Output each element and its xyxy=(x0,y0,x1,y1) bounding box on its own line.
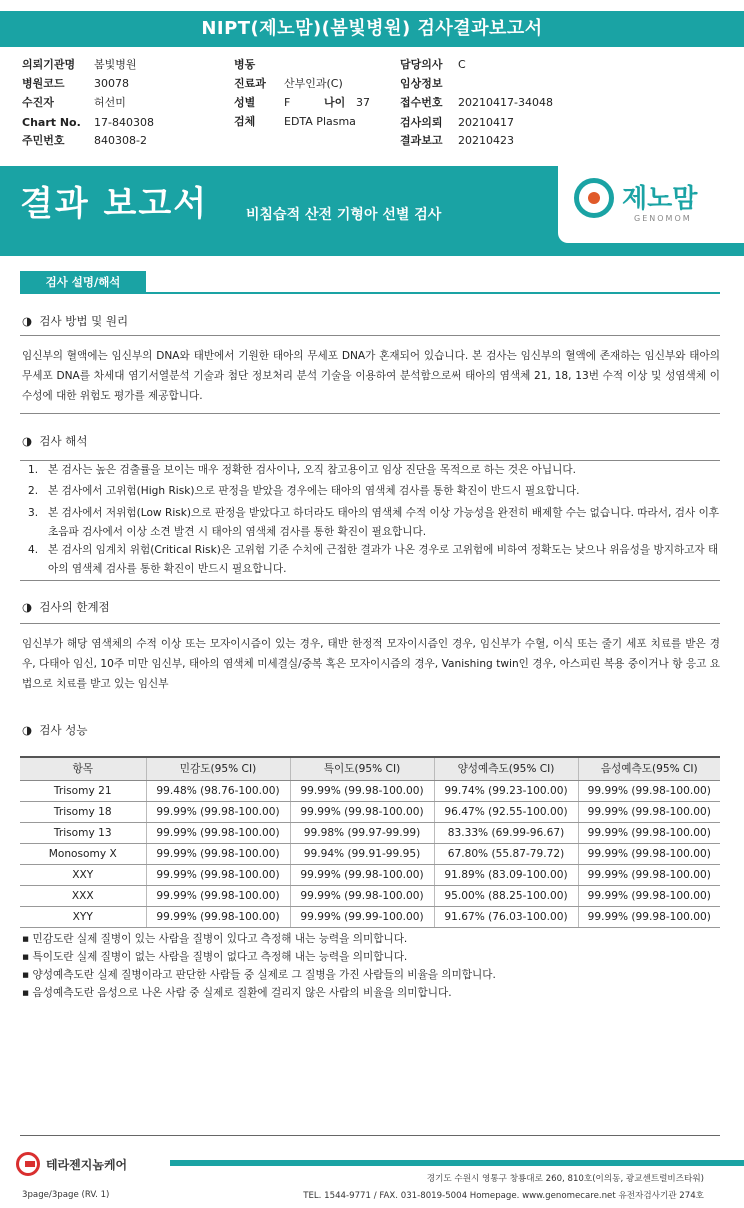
result-banner xyxy=(0,166,744,256)
footer-bar xyxy=(170,1160,744,1166)
table-cell: 99.99% (99.98-100.00) xyxy=(578,801,720,822)
divider xyxy=(20,413,720,414)
half-circle-icon: ◑ xyxy=(22,434,33,448)
limits-text: 임신부가 해당 염색체의 수적 이상 또는 모자이시즘이 있는 경우, 태반 한정적 모자이시즘인 경우, 임신부가 수혈, 이식 또는 줄기 세포 치료를 받은 경우, 다태아 임신, 10주 미만 임신부, 태아의 염색체 미세결실/중복 혹은 모자이시즘의 경우, Vanishing twin인 경우, 아스피린 복용 중이거나 항 응고 요법으로 치료를 받고 있는 임신부 xyxy=(22,638,720,690)
info-sex: 성별 F 나이 37 xyxy=(234,94,370,112)
half-circle-icon: ◑ xyxy=(22,314,33,328)
note-item: ▪ 민감도란 실제 질병이 있는 사람을 질병이 있다고 측정해 내는 능력을 의미합니다. xyxy=(22,933,408,945)
footer-divider xyxy=(20,1135,720,1136)
table-cell: XXY xyxy=(20,864,146,885)
logo-subtext: GENOMOM xyxy=(634,214,692,223)
table-cell: 83.33% (69.99-96.67) xyxy=(434,822,578,843)
half-circle-icon: ◑ xyxy=(22,600,33,614)
note-item: ▪ 음성예측도란 음성으로 나온 사람 중 실제로 질환에 걸리지 않은 사람의 비율을 의미합니다. xyxy=(22,987,452,999)
section-divider xyxy=(20,292,720,294)
info-request-date: 검사의뢰 20210417 xyxy=(400,116,514,129)
table-header-row xyxy=(20,757,720,780)
table-cell: Trisomy 18 xyxy=(20,801,146,822)
info-age-label: 나이 xyxy=(324,96,346,109)
info-hospital: 의뢰기관명 봄빛병원 xyxy=(22,58,137,71)
divider xyxy=(20,580,720,581)
column-header: 양성예측도(95% CI) xyxy=(434,757,578,780)
table-cell: 91.89% (83.09-100.00) xyxy=(434,864,578,885)
info-receipt-no: 접수번호 20210417-34048 xyxy=(400,96,553,109)
genomom-logo-icon xyxy=(574,178,614,218)
footer-contact: TEL. 1544-9771 / FAX. 031-8019-5004 Homepage. www.genomecare.net 유전자검사기관 274호 xyxy=(303,1191,704,1201)
table-cell: 99.99% (99.98-100.00) xyxy=(146,843,290,864)
table-cell: 67.80% (55.87-79.72) xyxy=(434,843,578,864)
half-circle-icon: ◑ xyxy=(22,723,33,737)
banner-subtitle: 비침습적 산전 기형아 선별 검사 xyxy=(246,207,442,223)
info-report-date: 결과보고 20210423 xyxy=(400,134,514,147)
table-cell: 99.99% (99.98-100.00) xyxy=(290,780,434,801)
table-row xyxy=(20,780,720,801)
column-header: 특이도(95% CI) xyxy=(290,757,434,780)
table-cell: 99.99% (99.98-100.00) xyxy=(578,864,720,885)
footer-address: 경기도 수원시 영통구 창룡대로 260, 810호(이의동, 광교센트럴비즈타워) xyxy=(426,1174,704,1184)
table-cell: 95.00% (88.25-100.00) xyxy=(434,885,578,906)
table-cell: 99.99% (99.98-100.00) xyxy=(578,780,720,801)
table-cell: 96.47% (92.55-100.00) xyxy=(434,801,578,822)
info-age-value: 37 xyxy=(356,96,370,109)
table-cell: 99.99% (99.98-100.00) xyxy=(146,906,290,927)
table-cell: 99.94% (99.91-99.95) xyxy=(290,843,434,864)
method-text: 임신부의 혈액에는 임신부의 DNA와 태반에서 기원한 태아의 무세포 DNA가 혼재되어 있습니다. 본 검사는 임신부의 혈액에 존재하는 임신부와 태아의 무세포 DNA를 차세대 염기서열분석 기술과 첨단 정보처리 분석 기술을 이용하여 분석함으로써 태아의 염색체 21, 18, 13번 수적 이상 및 성염색체 이수성에 대한 위험도 평가를 제공합니다. xyxy=(22,350,720,402)
info-department: 진료과 산부인과(C) xyxy=(234,77,343,90)
table-cell: 99.99% (99.98-100.00) xyxy=(146,885,290,906)
table-cell: 99.99% (99.98-100.00) xyxy=(578,822,720,843)
table-cell: 99.99% (99.98-100.00) xyxy=(290,864,434,885)
info-ward: 병동 xyxy=(234,58,256,71)
company-name: 테라젠지놈케어 xyxy=(46,1158,128,1172)
banner-title: 결과 보고서 xyxy=(20,184,209,224)
method-heading: ◑ 검사 방법 및 원리 xyxy=(22,314,129,328)
table-row xyxy=(20,843,720,864)
table-row xyxy=(20,801,720,822)
performance-notes xyxy=(22,930,496,1002)
table-cell: 99.99% (99.98-100.00) xyxy=(290,885,434,906)
performance-heading: ◑ 검사 성능 xyxy=(22,723,88,737)
table-cell: Trisomy 21 xyxy=(20,780,146,801)
interpretation-heading: ◑ 검사 해석 xyxy=(22,434,88,448)
table-row xyxy=(20,906,720,927)
table-row xyxy=(20,885,720,906)
divider xyxy=(20,335,720,336)
column-header: 항목 xyxy=(20,757,146,780)
table-row xyxy=(20,822,720,843)
report-title: NIPT(제노맘)(봄빛병원) 검사결과보고서 xyxy=(0,11,744,47)
info-clinical: 임상정보 xyxy=(400,77,443,90)
logo-text: 제노맘 xyxy=(622,184,698,214)
table-cell: Trisomy 13 xyxy=(20,822,146,843)
genomom-logo xyxy=(558,166,744,243)
company-logo xyxy=(16,1152,166,1176)
table-cell: 99.99% (99.98-100.00) xyxy=(146,864,290,885)
divider xyxy=(20,623,720,624)
table-cell: 99.74% (99.23-100.00) xyxy=(434,780,578,801)
table-row xyxy=(20,864,720,885)
info-hospital-code: 병원코드 30078 xyxy=(22,77,129,90)
info-patient: 수진자 허선미 xyxy=(22,96,126,109)
table-cell: 91.67% (76.03-100.00) xyxy=(434,906,578,927)
column-header: 음성예측도(95% CI) xyxy=(578,757,720,780)
limits-heading: ◑ 검사의 한계점 xyxy=(22,600,110,614)
info-doctor: 담당의사 C xyxy=(400,58,466,71)
table-cell: 99.99% (99.99-100.00) xyxy=(290,906,434,927)
table-cell: 99.98% (99.97-99.99) xyxy=(290,822,434,843)
table-cell: XYY xyxy=(20,906,146,927)
table-cell: XXX xyxy=(20,885,146,906)
info-id-number: 주민번호 840308-2 xyxy=(22,134,147,147)
note-item: ▪ 양성예측도란 실제 질병이라고 판단한 사람들 중 실제로 그 질병을 가진 사람들의 비율을 의미합니다. xyxy=(22,969,496,981)
performance-table xyxy=(20,756,720,928)
page-number: 3page/3page (RV. 1) xyxy=(22,1190,110,1200)
table-cell: 99.99% (99.98-100.00) xyxy=(146,801,290,822)
note-item: ▪ 특이도란 실제 질병이 없는 사람을 질병이 없다고 측정해 내는 능력을 의미합니다. xyxy=(22,951,408,963)
info-specimen: 검체 EDTA Plasma xyxy=(234,115,356,128)
table-cell: 99.99% (99.98-100.00) xyxy=(578,843,720,864)
table-cell: 99.99% (99.98-100.00) xyxy=(578,906,720,927)
table-cell: 99.99% (99.98-100.00) xyxy=(146,822,290,843)
table-cell: 99.48% (98.76-100.00) xyxy=(146,780,290,801)
column-header: 민감도(95% CI) xyxy=(146,757,290,780)
section-tab: 검사 설명/해석 xyxy=(20,271,146,293)
table-cell: Monosomy X xyxy=(20,843,146,864)
info-chart-no: Chart No. 17-840308 xyxy=(22,116,154,129)
company-logo-icon xyxy=(16,1152,40,1176)
table-cell: 99.99% (99.98-100.00) xyxy=(290,801,434,822)
table-cell: 99.99% (99.98-100.00) xyxy=(578,885,720,906)
